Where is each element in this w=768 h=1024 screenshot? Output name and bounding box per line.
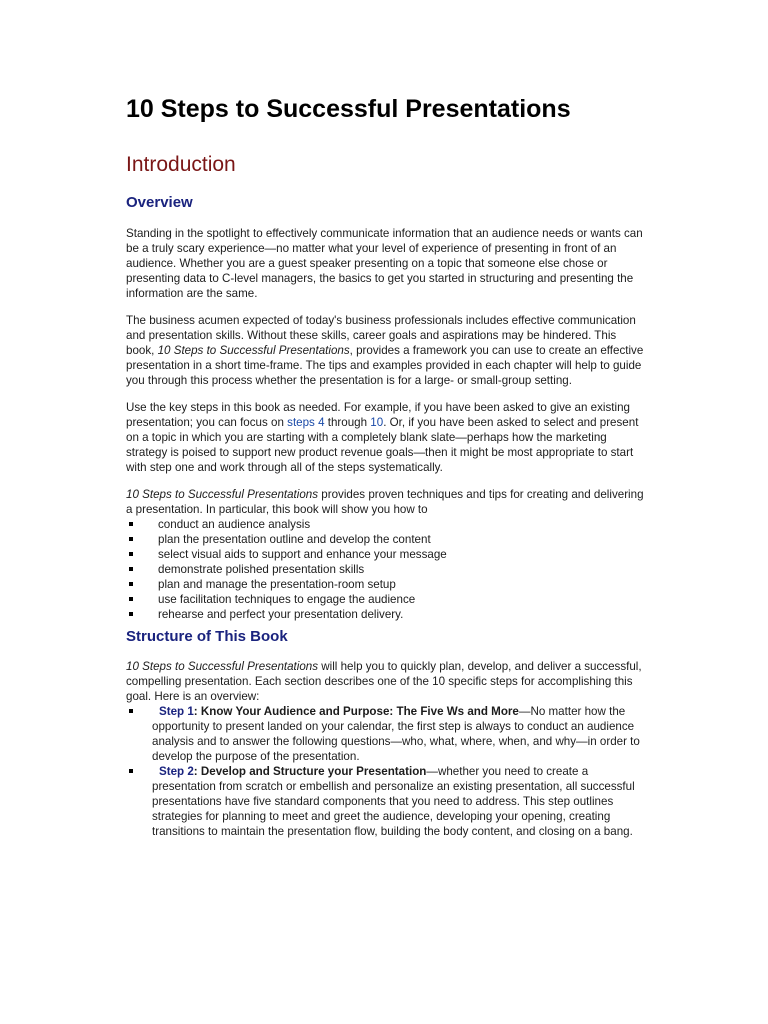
step-description: —No matter how the opportunity to present landed on your calendar, the first step is always to conduct an audience analysis and to answer the following questions—who, what, where, when, and why—in order to develop the purpose of the presentation.	[152, 705, 640, 763]
list-item-text: plan and manage the presentation-room setup	[158, 578, 396, 591]
overview-paragraph-1: Standing in the spotlight to effectively communicate information that an audience needs or wants can be a truly scary experience—no matter what your level of experience of presenting in front of an audience. Whether you are a guest speaker presenting on a topic that someone else chose or presenting data to C-level managers, the basics to get you started in structuring and presenting the information are the same.	[126, 227, 643, 300]
square-bullet-icon	[129, 522, 133, 526]
overview-paragraph-2	[126, 313, 646, 388]
overview-paragraph-3	[126, 400, 646, 475]
list-item	[126, 547, 646, 562]
list-item	[126, 577, 646, 592]
subheading-overview: Overview	[126, 194, 193, 211]
page-title: 10 Steps to Successful Presentations	[126, 95, 571, 123]
text-span: . Or, if you have been asked to select and present on a topic in which you are starting with a completely blank slate—perhaps how the marketing strategy is poised to support new product revenue goals—then it might be most appropriate to start with step one and work through all of the steps systematically.	[126, 416, 639, 474]
list-item	[126, 517, 646, 532]
step-description: —whether you need to create a presentation from scratch or embellish and personalize an existing presentation, all successful presentations have five standard components that you need to address. This step outlines strategies for planning to meet and greet the audience, developing your opening, creating transitions to maintain the presentation flow, building the body content, and closing on a bang.	[152, 765, 635, 838]
skills-list	[126, 517, 646, 622]
section-heading-introduction: Introduction	[126, 153, 236, 176]
list-item	[126, 607, 646, 622]
step-item	[126, 764, 646, 839]
text-span: , provides a framework you can use to create an effective presentation in a short time-frame. The tips and examples provided in each chapter will help to guide you through this process whether the presentation is for a large- or small-group setting.	[126, 344, 644, 387]
text-span: through	[324, 416, 371, 429]
step-title: : Develop and Structure your Presentation	[193, 765, 427, 778]
text-span: provides proven techniques and tips for creating and delivering a presentation. In particular, this book will show you how to	[126, 488, 644, 516]
list-item-text: rehearse and perfect your presentation delivery.	[158, 608, 404, 621]
list-item	[126, 592, 646, 607]
step-title: : Know Your Audience and Purpose: The Five Ws and More	[193, 705, 519, 718]
list-item-text: conduct an audience analysis	[158, 518, 311, 531]
structure-intro-paragraph	[126, 659, 646, 704]
text-span: The business acumen expected of today's business professionals includes effective communication and presentation skills. Without these skills, career goals and aspirations may be hindered. This book,	[126, 314, 636, 357]
list-item-text: use facilitation techniques to engage the audience	[158, 593, 416, 606]
step-10-link[interactable]: 10	[370, 416, 384, 429]
list-item	[126, 562, 646, 577]
list-item-text: plan the presentation outline and develop the content	[158, 533, 431, 546]
square-bullet-icon	[129, 582, 133, 586]
square-bullet-icon	[129, 597, 133, 601]
square-bullet-icon	[129, 567, 133, 571]
text-span: will help you to quickly plan, develop, and deliver a successful, compelling presentation. Each section describes one of the 10 specific steps for accomplishing this goal. Here is an overview:	[126, 660, 642, 703]
list-item	[126, 532, 646, 547]
list-item-text: demonstrate polished presentation skills	[158, 563, 365, 576]
square-bullet-icon	[129, 537, 133, 541]
step-1-link[interactable]: Step 1	[159, 705, 194, 718]
list-item-text: select visual aids to support and enhance your message	[158, 548, 447, 561]
square-bullet-icon	[129, 552, 133, 556]
steps-list	[126, 704, 646, 839]
book-title-italic: 10 Steps to Successful Presentations	[126, 660, 319, 673]
steps-4-link[interactable]: steps 4	[287, 416, 325, 429]
step-2-link[interactable]: Step 2	[159, 765, 194, 778]
text-span: Use the key steps in this book as needed. For example, if you have been asked to give an existing presentation; you can focus on	[126, 401, 630, 429]
book-title-italic: 10 Steps to Successful Presentations	[126, 488, 319, 501]
overview-paragraph-4	[126, 487, 646, 517]
subheading-structure: Structure of This Book	[126, 628, 288, 645]
book-title-italic: 10 Steps to Successful Presentations	[157, 344, 350, 357]
square-bullet-icon	[129, 612, 133, 616]
square-bullet-icon	[129, 769, 133, 773]
step-item	[126, 704, 646, 764]
square-bullet-icon	[129, 709, 133, 713]
